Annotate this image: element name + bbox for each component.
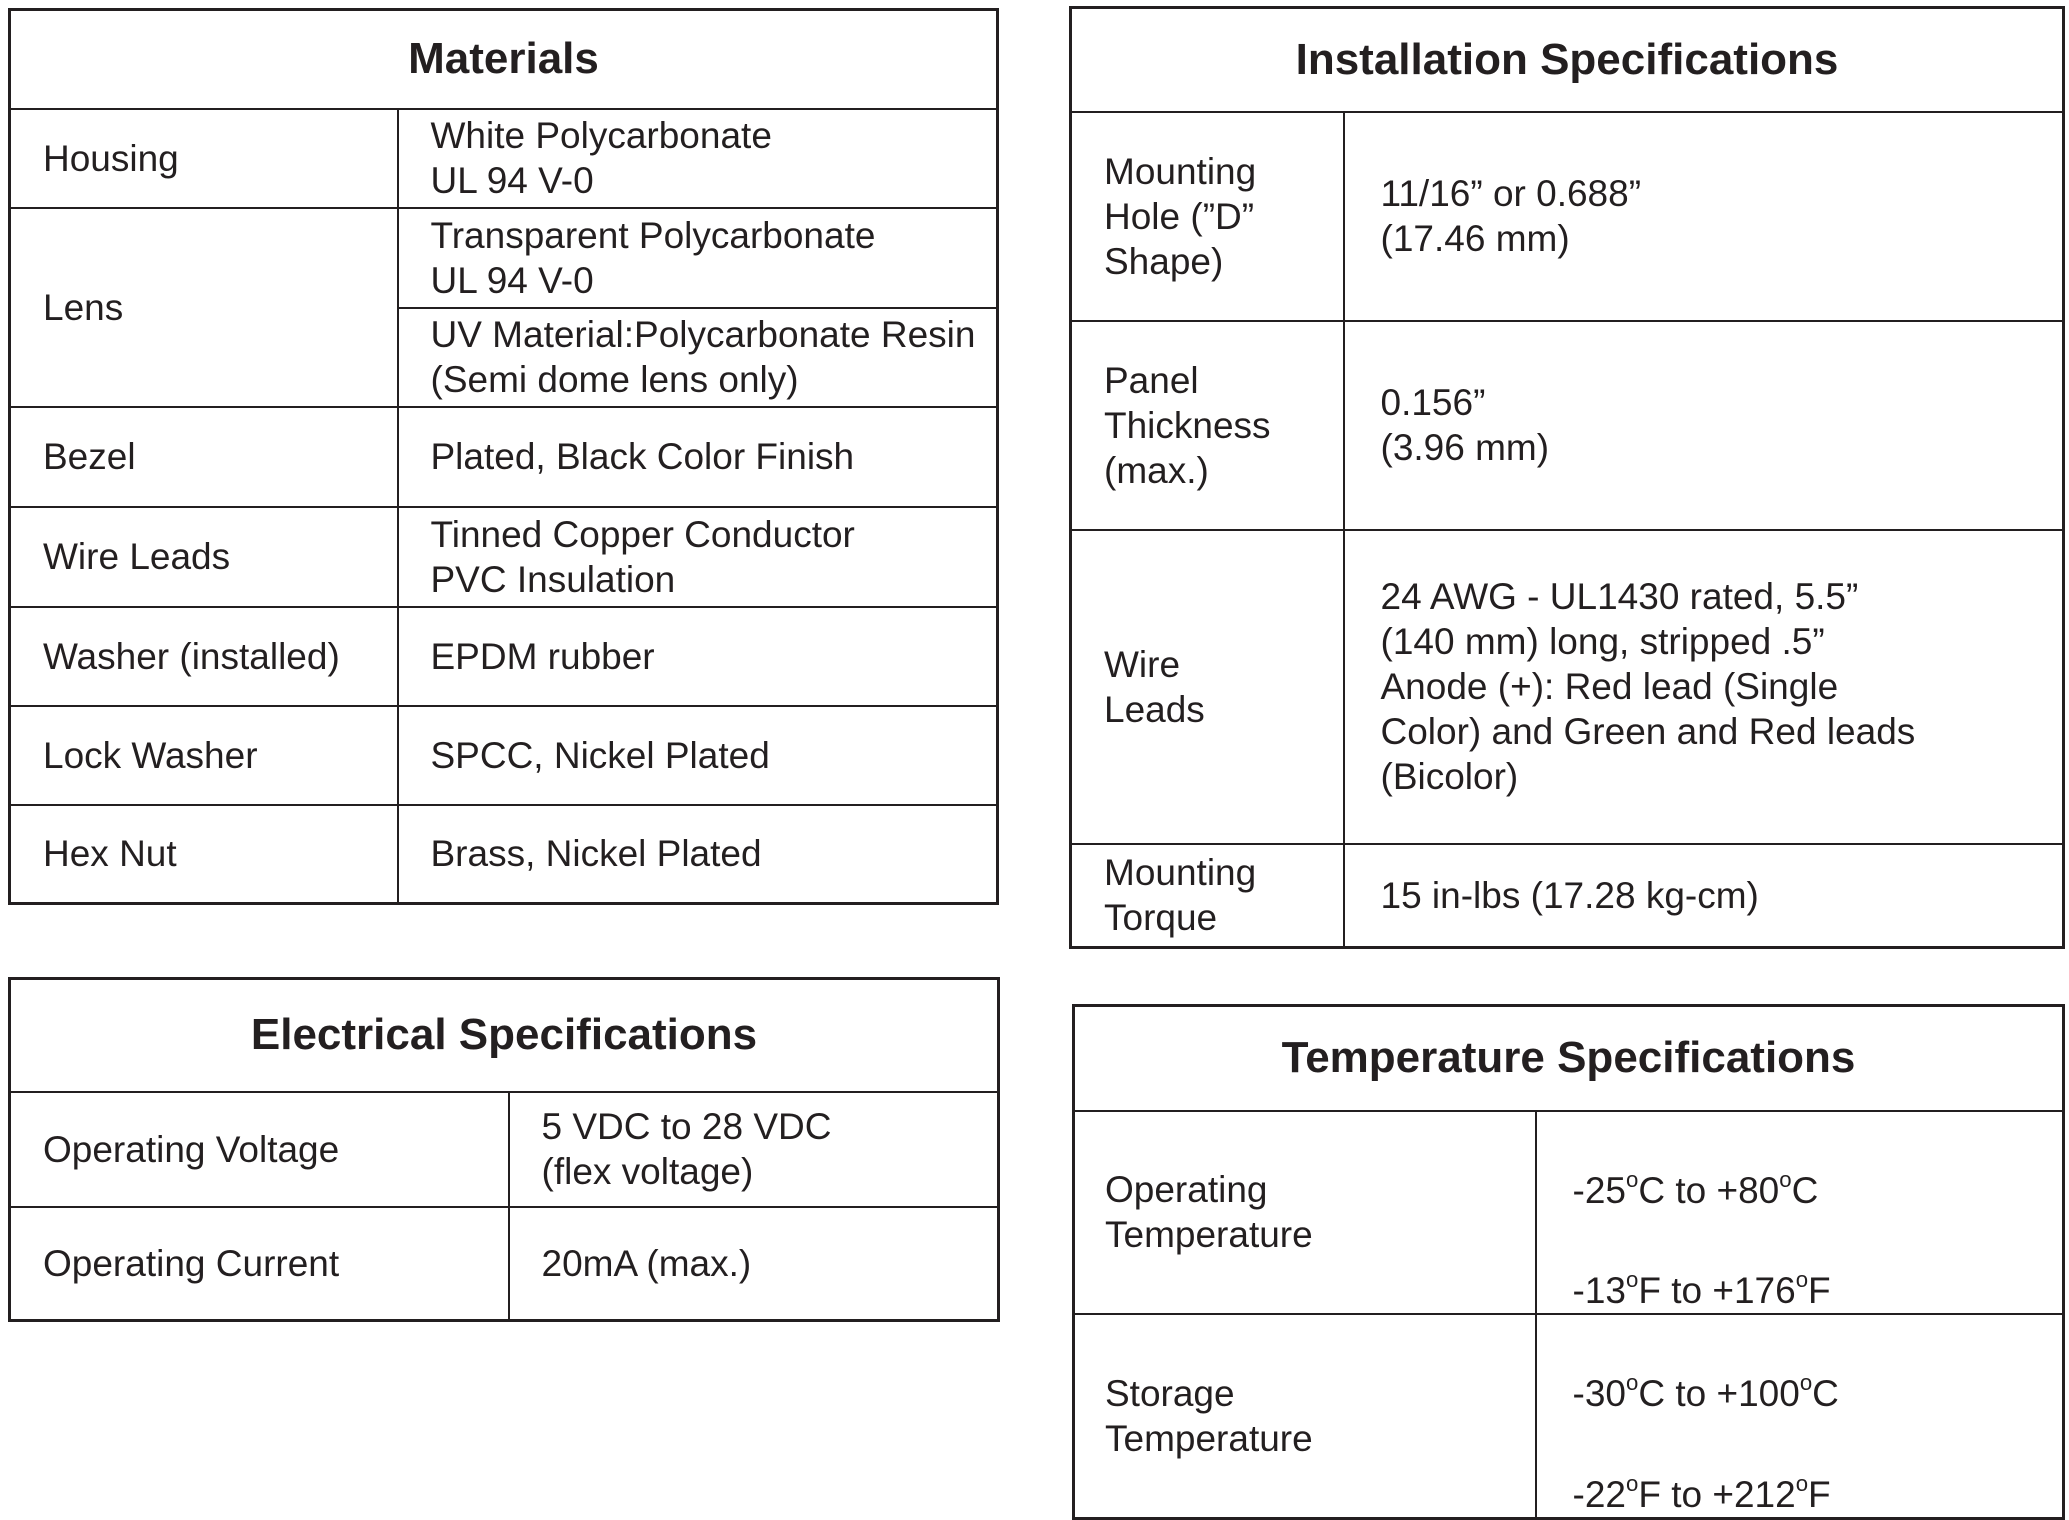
materials-wire-leads-value: Tinned Copper Conductor PVC Insulation: [398, 507, 998, 607]
temperature-storage-value: -30$^o$C to $+100^oC$ -22$^o$F to $+212^oF$: [1536, 1314, 2064, 1518]
electrical-title: Electrical Specifications: [10, 979, 999, 1092]
installation-torque-value: 15 in-lbs (17.28 kg-cm): [1344, 844, 2064, 948]
electrical-table: [8, 977, 1000, 1322]
installation-panel-thickness-value: 0.156” (3.96 mm): [1344, 321, 2064, 530]
installation-torque-label: Mounting Torque: [1071, 844, 1344, 948]
electrical-voltage-value: 5 VDC to 28 VDC (flex voltage): [509, 1092, 999, 1207]
installation-wire-leads-label: Wire Leads: [1071, 530, 1344, 844]
materials-table: [8, 8, 999, 905]
materials-lens-uv-value: UV Material:Polycarbonate Resin (Semi dome lens only): [398, 308, 998, 407]
temperature-operating-value: -25$^o$C to $+80^oC$ -13$^o$F to $+176^oF$: [1536, 1111, 2064, 1315]
installation-panel-thickness-label: Panel Thickness (max.): [1071, 321, 1344, 530]
materials-housing-label: Housing: [10, 109, 398, 208]
materials-housing-value: White Polycarbonate UL 94 V-0: [398, 109, 998, 208]
materials-washer-value: EPDM rubber: [398, 607, 998, 706]
materials-hex-nut-value: Brass, Nickel Plated: [398, 805, 998, 904]
temperature-operating-label: Operating Temperature: [1074, 1111, 1536, 1315]
materials-lens-label: Lens: [10, 208, 398, 407]
installation-title: Installation Specifications: [1071, 8, 2064, 112]
materials-bezel-value: Plated, Black Color Finish: [398, 407, 998, 507]
temperature-table: [1072, 1004, 2065, 1520]
installation-table: [1069, 6, 2065, 949]
materials-washer-label: Washer (installed): [10, 607, 398, 706]
materials-lens-value: Transparent Polycarbonate UL 94 V-0: [398, 208, 998, 308]
electrical-voltage-label: Operating Voltage: [10, 1092, 509, 1207]
materials-title: Materials: [10, 10, 998, 109]
materials-lock-washer-label: Lock Washer: [10, 706, 398, 805]
installation-wire-leads-value: 24 AWG - UL1430 rated, 5.5” (140 mm) long, stripped .5” Anode (+): Red lead (Single Color) and Green and Red leads (Bicolor): [1344, 530, 2064, 844]
materials-hex-nut-label: Hex Nut: [10, 805, 398, 904]
temperature-title: Temperature Specifications: [1074, 1006, 2064, 1111]
materials-bezel-label: Bezel: [10, 407, 398, 507]
electrical-current-label: Operating Current: [10, 1207, 509, 1321]
installation-mounting-hole-label: Mounting Hole (”D” Shape): [1071, 112, 1344, 321]
temperature-storage-label: Storage Temperature: [1074, 1314, 1536, 1518]
electrical-current-value: 20mA (max.): [509, 1207, 999, 1321]
materials-lock-washer-value: SPCC, Nickel Plated: [398, 706, 998, 805]
materials-wire-leads-label: Wire Leads: [10, 507, 398, 607]
installation-mounting-hole-value: 11/16” or 0.688” (17.46 mm): [1344, 112, 2064, 321]
